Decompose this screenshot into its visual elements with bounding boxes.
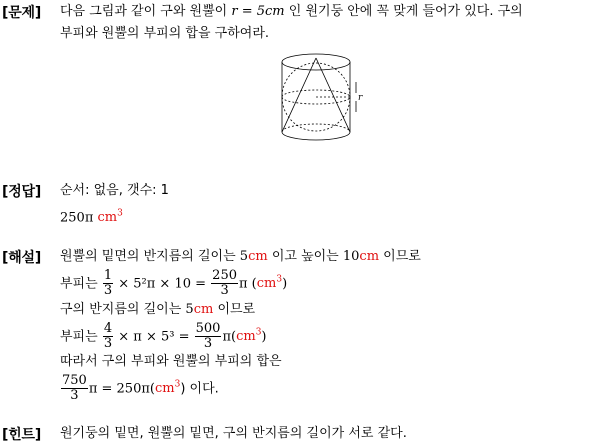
hint-label: [힌트] [2,427,42,443]
solution-line-4: 부피는 $\frac{4}{3}$ × π × 5³ = $\frac{500}{3}$ $\pi(cm^3)$ [60,321,267,352]
radius-label: r [358,93,363,103]
answer-line-1: 순서: 없음, 갯수: 1 [60,183,169,198]
cylinder-top-ellipse [282,54,350,70]
solution-line-3: 구의 반지름의 길이는 5cm 이므로 [60,302,256,317]
cylinder-sphere-cone-figure [278,52,374,144]
solution-line-1: 원뿔의 밑면의 반지름의 길이는 5cm 이고 높이는 10cm 이므로 [60,249,421,264]
answer-label: [정답] [2,184,42,200]
problem-line-1 [60,3,523,21]
cylinder-bottom-front [282,132,350,140]
sphere-equator-back [282,90,350,97]
fraction-four-thirds: $\frac{4}{3}$ [103,321,113,352]
answer-number: 250π [60,210,94,226]
sphere-equator-front [282,97,350,104]
problem-text-a: 다음 그림과 같이 구와 원뿔이 [60,4,232,19]
answer-value [60,205,123,227]
fraction-250-thirds: $\frac{250}{3}$ [212,268,237,299]
fraction-750-thirds: $\frac{750}{3}$ [62,373,87,404]
answer-unit: $cm^3$ [97,209,123,226]
problem-label: [문제] [2,5,42,21]
solution-line-5: 따라서 구의 부피와 원뿔의 부피의 합은 [60,354,282,369]
fraction-500-thirds: $\frac{500}{3}$ [195,321,221,352]
problem-line-2: 부피와 원뿔의 부피의 합을 구하여라. [60,26,270,41]
hint-text: 원기둥의 밑면, 원뿔의 밑면, 구의 반지름의 길이가 서로 같다. [60,426,407,441]
solution-line-6: $\frac{750}{3}$ $\pi = 250\pi(cm^3)$ 이다. [62,373,219,404]
fraction-one-third: $\frac{1}{3}$ [103,268,113,299]
solution-line-2: 부피는 $\frac{1}{3}$ × 5²π × 10 = $\frac{250}{3}$ π $(cm^3)$ [60,268,288,299]
solution-label: [해설] [2,250,42,266]
problem-text-b: 인 원기둥 안에 꼭 맞게 들어가 있다. 구의 [284,4,523,19]
problem-radius-eq: r = 5cm [231,4,285,19]
